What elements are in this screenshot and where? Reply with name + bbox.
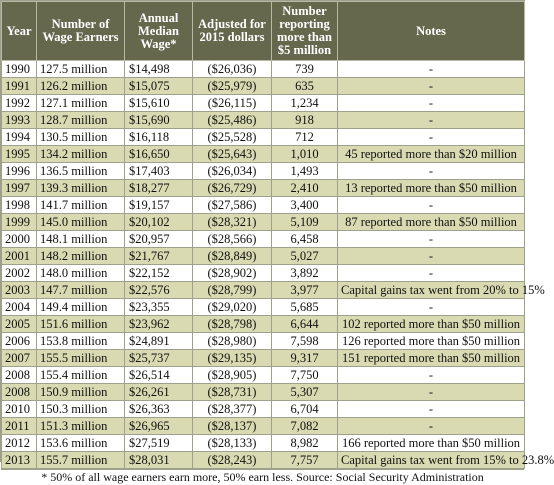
cell-wage-earners: 130.5 million — [37, 129, 125, 146]
cell-notes: - — [338, 129, 525, 146]
cell-median-wage: $17,403 — [125, 163, 193, 180]
cell-wage-earners: 148.1 million — [37, 231, 125, 248]
cell-median-wage: $28,031 — [125, 452, 193, 469]
table-row — [2, 163, 525, 180]
cell-reporting: 3,892 — [272, 265, 338, 282]
table-row — [2, 146, 525, 163]
cell-median-wage: $16,118 — [125, 129, 193, 146]
cell-wage-earners: 149.4 million — [37, 299, 125, 316]
table-row — [2, 78, 525, 95]
table-header-row — [2, 2, 525, 61]
table-row — [2, 282, 525, 299]
cell-wage-earners: 151.3 million — [37, 418, 125, 435]
cell-notes: - — [338, 78, 525, 95]
cell-reporting: 712 — [272, 129, 338, 146]
cell-reporting: 1,234 — [272, 95, 338, 112]
table-row — [2, 418, 525, 435]
table-row — [2, 61, 525, 78]
cell-adjusted: ($25,643) — [193, 146, 272, 163]
cell-adjusted: ($28,133) — [193, 435, 272, 452]
cell-notes: 151 reported more than $50 million — [338, 350, 525, 367]
cell-median-wage: $20,102 — [125, 214, 193, 231]
cell-reporting: 739 — [272, 61, 338, 78]
table-row — [2, 435, 525, 452]
cell-wage-earners: 126.2 million — [37, 78, 125, 95]
cell-median-wage: $15,610 — [125, 95, 193, 112]
cell-median-wage: $23,962 — [125, 316, 193, 333]
table-row — [2, 214, 525, 231]
cell-adjusted: ($28,799) — [193, 282, 272, 299]
cell-year: 2001 — [2, 248, 37, 265]
cell-notes: - — [338, 384, 525, 401]
cell-notes: 102 reported more than $50 million — [338, 316, 525, 333]
cell-wage-earners: 147.7 million — [37, 282, 125, 299]
cell-wage-earners: 139.3 million — [37, 180, 125, 197]
cell-reporting: 5,307 — [272, 384, 338, 401]
cell-notes: - — [338, 197, 525, 214]
cell-adjusted: ($29,020) — [193, 299, 272, 316]
cell-adjusted: ($25,979) — [193, 78, 272, 95]
cell-notes: - — [338, 61, 525, 78]
cell-year: 1999 — [2, 214, 37, 231]
cell-median-wage: $23,355 — [125, 299, 193, 316]
table-row — [2, 95, 525, 112]
cell-wage-earners: 153.8 million — [37, 333, 125, 350]
cell-reporting: 5,109 — [272, 214, 338, 231]
cell-reporting: 6,458 — [272, 231, 338, 248]
cell-reporting: 8,982 — [272, 435, 338, 452]
cell-reporting: 7,750 — [272, 367, 338, 384]
table-row — [2, 401, 525, 418]
cell-adjusted: ($26,729) — [193, 180, 272, 197]
cell-year: 1996 — [2, 163, 37, 180]
table-row — [2, 265, 525, 282]
cell-year: 2006 — [2, 333, 37, 350]
cell-year: 2007 — [2, 350, 37, 367]
cell-median-wage: $22,576 — [125, 282, 193, 299]
cell-wage-earners: 134.2 million — [37, 146, 125, 163]
table-row — [2, 452, 525, 469]
table-row — [2, 350, 525, 367]
cell-year: 1993 — [2, 112, 37, 129]
cell-median-wage: $18,277 — [125, 180, 193, 197]
cell-adjusted: ($25,528) — [193, 129, 272, 146]
table-row — [2, 299, 525, 316]
cell-median-wage: $26,363 — [125, 401, 193, 418]
cell-notes: - — [338, 299, 525, 316]
cell-year: 1995 — [2, 146, 37, 163]
cell-adjusted: ($26,115) — [193, 95, 272, 112]
header-median-wage: Annual Median Wage* — [125, 2, 193, 61]
cell-reporting: 2,410 — [272, 180, 338, 197]
cell-median-wage: $15,075 — [125, 78, 193, 95]
cell-year: 1990 — [2, 61, 37, 78]
cell-wage-earners: 148.0 million — [37, 265, 125, 282]
cell-notes: - — [338, 95, 525, 112]
wage-table — [1, 1, 554, 469]
cell-adjusted: ($27,586) — [193, 197, 272, 214]
cell-year: 2004 — [2, 299, 37, 316]
cell-year: 2013 — [2, 452, 37, 469]
cell-year: 1998 — [2, 197, 37, 214]
cell-median-wage: $26,261 — [125, 384, 193, 401]
table-row — [2, 180, 525, 197]
cell-year: 1992 — [2, 95, 37, 112]
cell-median-wage: $20,957 — [125, 231, 193, 248]
cell-adjusted: ($28,849) — [193, 248, 272, 265]
cell-adjusted: ($25,486) — [193, 112, 272, 129]
table-row — [2, 333, 525, 350]
cell-adjusted: ($28,321) — [193, 214, 272, 231]
cell-year: 2008 — [2, 384, 37, 401]
cell-median-wage: $27,519 — [125, 435, 193, 452]
cell-notes: - — [338, 418, 525, 435]
cell-wage-earners: 141.7 million — [37, 197, 125, 214]
cell-notes: 13 reported more than $50 million — [338, 180, 525, 197]
cell-reporting: 7,598 — [272, 333, 338, 350]
cell-notes: - — [338, 401, 525, 418]
table-row — [2, 248, 525, 265]
cell-notes: 87 reported more than $50 million — [338, 214, 525, 231]
cell-median-wage: $21,767 — [125, 248, 193, 265]
cell-year: 2003 — [2, 282, 37, 299]
cell-reporting: 6,644 — [272, 316, 338, 333]
cell-notes: - — [338, 248, 525, 265]
cell-reporting: 5,027 — [272, 248, 338, 265]
cell-adjusted: ($28,731) — [193, 384, 272, 401]
cell-year: 2010 — [2, 401, 37, 418]
cell-notes: - — [338, 163, 525, 180]
table-row — [2, 367, 525, 384]
cell-median-wage: $19,157 — [125, 197, 193, 214]
cell-median-wage: $25,737 — [125, 350, 193, 367]
cell-reporting: 635 — [272, 78, 338, 95]
cell-year: 2011 — [2, 418, 37, 435]
header-year: Year — [2, 2, 37, 61]
cell-reporting: 7,082 — [272, 418, 338, 435]
cell-adjusted: ($29,135) — [193, 350, 272, 367]
cell-year: 2000 — [2, 231, 37, 248]
cell-notes: - — [338, 265, 525, 282]
table-row — [2, 197, 525, 214]
header-reporting: Number reporting more than $5 million — [272, 2, 338, 61]
cell-wage-earners: 153.6 million — [37, 435, 125, 452]
cell-median-wage: $24,891 — [125, 333, 193, 350]
cell-wage-earners: 151.6 million — [37, 316, 125, 333]
cell-reporting: 1,010 — [272, 146, 338, 163]
cell-reporting: 9,317 — [272, 350, 338, 367]
cell-notes: - — [338, 112, 525, 129]
cell-year: 1991 — [2, 78, 37, 95]
cell-wage-earners: 145.0 million — [37, 214, 125, 231]
cell-notes: 166 reported more than $50 million — [338, 435, 525, 452]
cell-adjusted: ($26,034) — [193, 163, 272, 180]
cell-year: 2005 — [2, 316, 37, 333]
cell-reporting: 3,977 — [272, 282, 338, 299]
cell-adjusted: ($28,137) — [193, 418, 272, 435]
cell-wage-earners: 127.5 million — [37, 61, 125, 78]
cell-wage-earners: 128.7 million — [37, 112, 125, 129]
cell-wage-earners: 136.5 million — [37, 163, 125, 180]
table-row — [2, 112, 525, 129]
cell-median-wage: $15,690 — [125, 112, 193, 129]
footnote: * 50% of all wage earners earn more, 50% earn less. Source: Social Security Administration — [1, 469, 524, 485]
cell-adjusted: ($28,243) — [193, 452, 272, 469]
cell-adjusted: ($28,905) — [193, 367, 272, 384]
cell-reporting: 918 — [272, 112, 338, 129]
cell-median-wage: $26,965 — [125, 418, 193, 435]
table-row — [2, 129, 525, 146]
cell-wage-earners: 150.9 million — [37, 384, 125, 401]
cell-median-wage: $16,650 — [125, 146, 193, 163]
cell-reporting: 1,493 — [272, 163, 338, 180]
cell-adjusted: ($28,980) — [193, 333, 272, 350]
cell-year: 1997 — [2, 180, 37, 197]
cell-reporting: 7,757 — [272, 452, 338, 469]
cell-year: 2008 — [2, 367, 37, 384]
cell-median-wage: $26,514 — [125, 367, 193, 384]
header-wage-earners: Number of Wage Earners — [37, 2, 125, 61]
table-row — [2, 384, 525, 401]
cell-reporting: 6,704 — [272, 401, 338, 418]
cell-median-wage: $14,498 — [125, 61, 193, 78]
cell-notes: Capital gains tax went from 15% to 23.8% — [338, 452, 525, 469]
cell-reporting: 5,685 — [272, 299, 338, 316]
table-body — [2, 61, 554, 469]
cell-adjusted: ($28,798) — [193, 316, 272, 333]
cell-notes: - — [338, 367, 525, 384]
cell-wage-earners: 148.2 million — [37, 248, 125, 265]
cell-year: 2002 — [2, 265, 37, 282]
cell-reporting: 3,400 — [272, 197, 338, 214]
cell-wage-earners: 150.3 million — [37, 401, 125, 418]
cell-notes: - — [338, 231, 525, 248]
table-row — [2, 231, 525, 248]
cell-adjusted: ($26,036) — [193, 61, 272, 78]
header-notes: Notes — [338, 2, 525, 61]
cell-notes: 45 reported more than $20 million — [338, 146, 525, 163]
cell-notes: 126 reported more than $50 million — [338, 333, 525, 350]
table-row — [2, 316, 525, 333]
cell-wage-earners: 155.7 million — [37, 452, 125, 469]
cell-median-wage: $22,152 — [125, 265, 193, 282]
cell-notes: Capital gains tax went from 20% to 15% — [338, 282, 525, 299]
cell-year: 1994 — [2, 129, 37, 146]
cell-adjusted: ($28,377) — [193, 401, 272, 418]
cell-year: 2012 — [2, 435, 37, 452]
cell-wage-earners: 127.1 million — [37, 95, 125, 112]
cell-adjusted: ($28,902) — [193, 265, 272, 282]
cell-wage-earners: 155.4 million — [37, 367, 125, 384]
cell-wage-earners: 155.5 million — [37, 350, 125, 367]
cell-adjusted: ($28,566) — [193, 231, 272, 248]
header-adjusted: Adjusted for 2015 dollars — [193, 2, 272, 61]
